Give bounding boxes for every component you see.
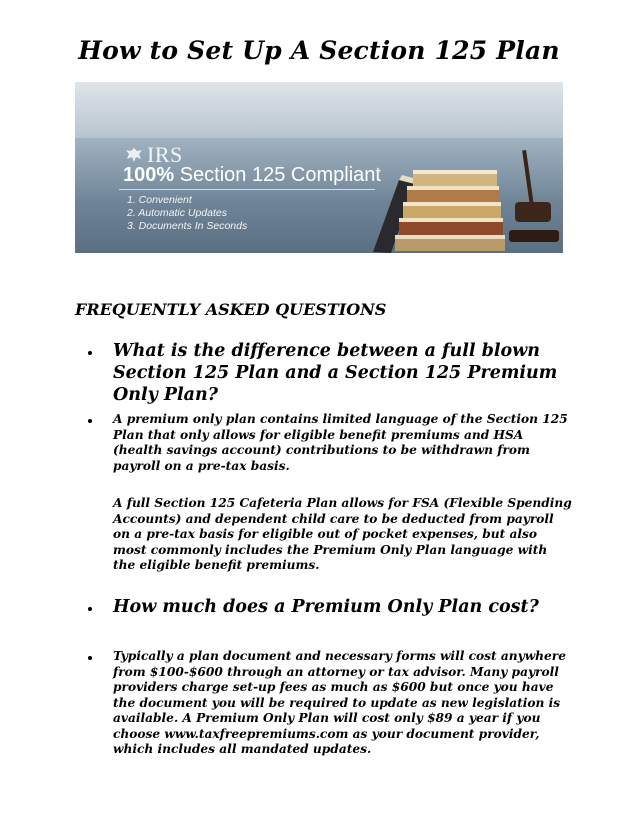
faq-answer-1-paragraph-2: A full Section 125 Cafeteria Plan allows for FSA (Flexible Spending Accounts) and dependent child care to be deducted from payroll on a pre-tax basis for eligible out of pocket expenses, but also most commonly includes the Premium Only Plan language with the eligible benefit premiums. (113, 496, 572, 572)
compliance-headline (123, 164, 381, 187)
faq-answer-2: Typically a plan document and necessary forms will cost anywhere from $100-$600 through an attorney or tax advisor. Many payroll providers charge set-up fees as much as $600 but once you have the document you will be required to update as new legislation is available. A Premium Only Plan will cost only $89 a year if you choose www.taxfreepremiums.com as your document provider, which includes all mandated updates. (113, 649, 566, 756)
eagle-icon (125, 147, 143, 163)
feature-1: 1. Convenient (127, 194, 192, 206)
bullet (88, 656, 92, 660)
irs-compliance-banner (75, 82, 563, 253)
feature-3: 3. Documents In Seconds (127, 220, 248, 232)
page-title: How to Set Up A Section 125 Plan (78, 36, 560, 65)
faq-answer-1-paragraph-1: A premium only plan contains limited language of the Section 125 Plan that only allows for eligible benefit premiums and HSA (health savings account) contributions to be withdrawn from payroll on a pre-tax basis. (113, 412, 568, 473)
books-and-gavel-icon (355, 140, 563, 253)
compliance-text: Section 125 Compliant (174, 164, 381, 186)
faq-heading: FREQUENTLY ASKED QUESTIONS (75, 300, 387, 319)
bullet (88, 419, 92, 423)
faq-question-2: How much does a Premium Only Plan cost? (113, 597, 539, 617)
bullet (88, 351, 92, 355)
irs-label: IRS (147, 142, 183, 167)
faq-question-1: What is the difference between a full blown Section 125 Plan and a Section 125 Premium Only Plan? (113, 341, 558, 405)
feature-2: 2. Automatic Updates (127, 207, 227, 219)
bullet (88, 607, 92, 611)
banner-divider (119, 189, 375, 190)
banner-top-strip (75, 82, 563, 138)
compliance-percent: 100% (123, 164, 175, 186)
